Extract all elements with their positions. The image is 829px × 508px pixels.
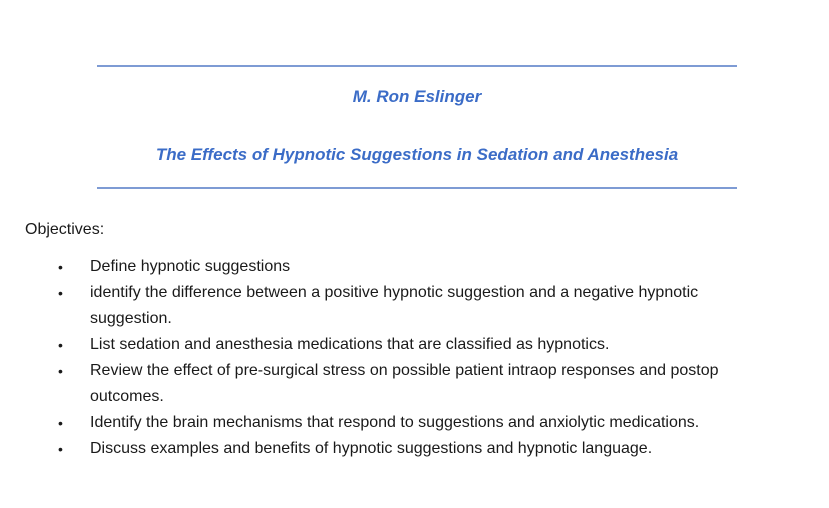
title-block: [97, 65, 737, 189]
objective-item: [0, 358, 829, 410]
bullet-icon: •: [58, 363, 63, 379]
horizontal-rule-bottom: [97, 187, 737, 189]
objective-item: [0, 254, 829, 280]
objective-text: Define hypnotic suggestions: [90, 258, 291, 275]
bullet-icon: •: [58, 285, 63, 301]
objective-item: [0, 410, 829, 436]
objective-item: [0, 436, 829, 462]
bullet-icon: •: [58, 441, 63, 457]
objective-item: [0, 280, 829, 332]
bullet-icon: •: [58, 337, 63, 353]
bullet-icon: •: [58, 259, 63, 275]
objectives-list: [0, 254, 829, 462]
objective-text: Review the effect of pre-surgical stress on possible patient intraop responses and postop outcomes.: [90, 362, 719, 405]
objective-item: [0, 332, 829, 358]
objective-text: identify the difference between a positive hypnotic suggestion and a negative hypnotic suggestion.: [90, 284, 699, 327]
objective-text: Identify the brain mechanisms that respond to suggestions and anxiolytic medications.: [90, 414, 700, 431]
bullet-icon: •: [58, 415, 63, 431]
author-heading: M. Ron Eslinger: [352, 87, 482, 106]
document-title: The Effects of Hypnotic Suggestions in Sedation and Anesthesia: [155, 145, 679, 164]
objective-text: Discuss examples and benefits of hypnotic suggestions and hypnotic language.: [90, 440, 653, 457]
horizontal-rule-top: [97, 65, 737, 67]
objective-text: List sedation and anesthesia medications that are classified as hypnotics.: [90, 336, 610, 353]
objectives-heading: Objectives:: [25, 221, 105, 238]
